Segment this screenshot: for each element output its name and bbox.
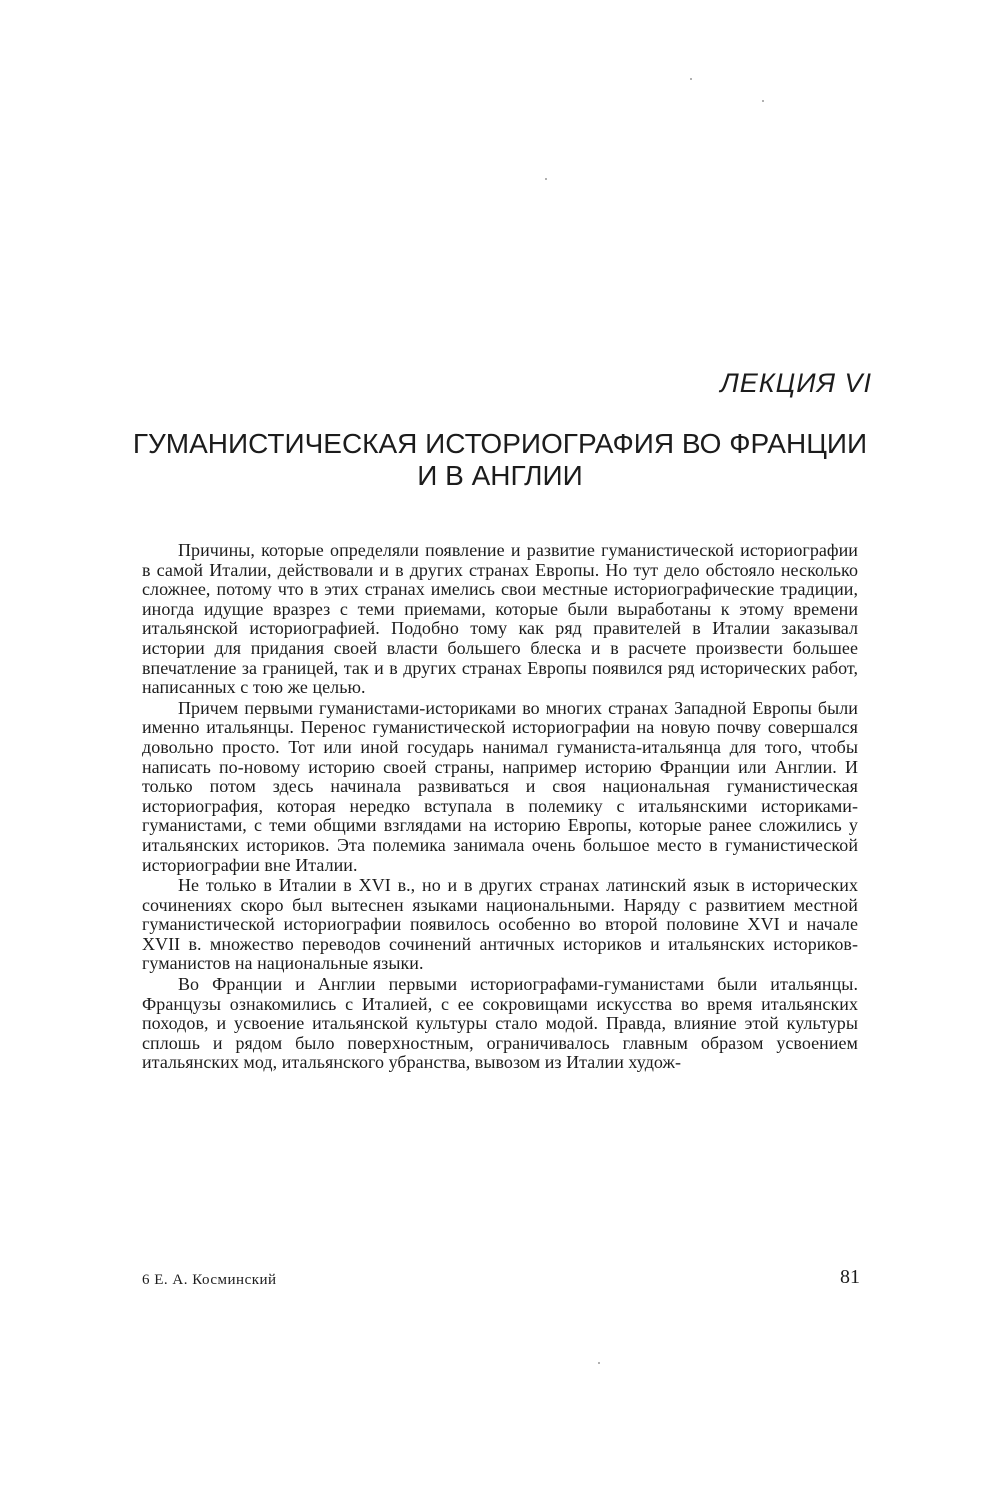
paragraph-2: Причем первыми гуманистами-историками во многих странах Западной Европы были именно итальянцы. Перенос гуманистической историографии на новую почву совершался довольно просто. Тот или иной государь нанимал гуманиста-итальянца для того, чтобы написать по-новому историю своей страны, например историю Франции или Англии. И только потом здесь начинала развиваться и своя национальная гуманистическая историография, которая нередко вступала в полемику с итальянскими историками-гуманистами, с теми общими взглядами на историю Европы, которые ранее сложились у итальянских историков. Эта полемика занимала очень большое место в гуманистической историографии вне Италии. [142, 697, 858, 875]
scan-speck [762, 100, 764, 102]
scan-speck [598, 1362, 600, 1364]
lecture-label: ЛЕКЦИЯ VI [720, 368, 872, 398]
chapter-title [130, 428, 870, 492]
footer-signature: 6 Е. А. Косминский [142, 1272, 277, 1288]
paragraph-3: Не только в Италии в XVI в., но и в других странах латинский язык в исторических сочинениях скоро был вытеснен языками национальными. Наряду с развитием местной гуманистической историографии появилось особенно во второй половине XVI и начале XVII в. множество переводов сочинений античных историков и итальянских историков-гуманистов на национальные языки. [142, 875, 858, 974]
scan-speck [545, 178, 547, 180]
paragraph-1: Причины, которые определяли появление и развитие гуманистической историографии в самой Италии, действовали и в других странах Европы. Но тут дело обстояло несколько сложнее, потому что в этих странах имелись свои местные историографические традиции, иногда идущие вразрез с теми приемами, которые были выработаны к этому времени итальянской историографией. Подобно тому как ряд правителей в Италии заказывал истории для придания своей власти большего блеска и в расчете произвести большее впечатление за границей, так и в других странах Европы появился ряд исторических работ, написанных с тою же целью. [142, 540, 858, 698]
paragraph-4: Во Франции и Англии первыми историографами-гуманистами были итальянцы. Французы ознакомились с Италией, с ее сокровищами искусства во время итальянских походов, и усвоение итальянской культуры стало модой. Правда, влияние этой культуры сплошь и рядом было поверхностным, ограничивалось главным образом усвоением итальянских мод, итальянского убранства, вывозом из Италии худож- [142, 974, 858, 1073]
body-text [142, 541, 858, 1074]
chapter-title-line-2: И В АНГЛИИ [417, 460, 583, 491]
chapter-title-line-1: ГУМАНИСТИЧЕСКАЯ ИСТОРИОГРАФИЯ ВО ФРАНЦИИ [132, 428, 868, 459]
page-number: 81 [840, 1266, 860, 1288]
scan-speck [690, 78, 692, 80]
